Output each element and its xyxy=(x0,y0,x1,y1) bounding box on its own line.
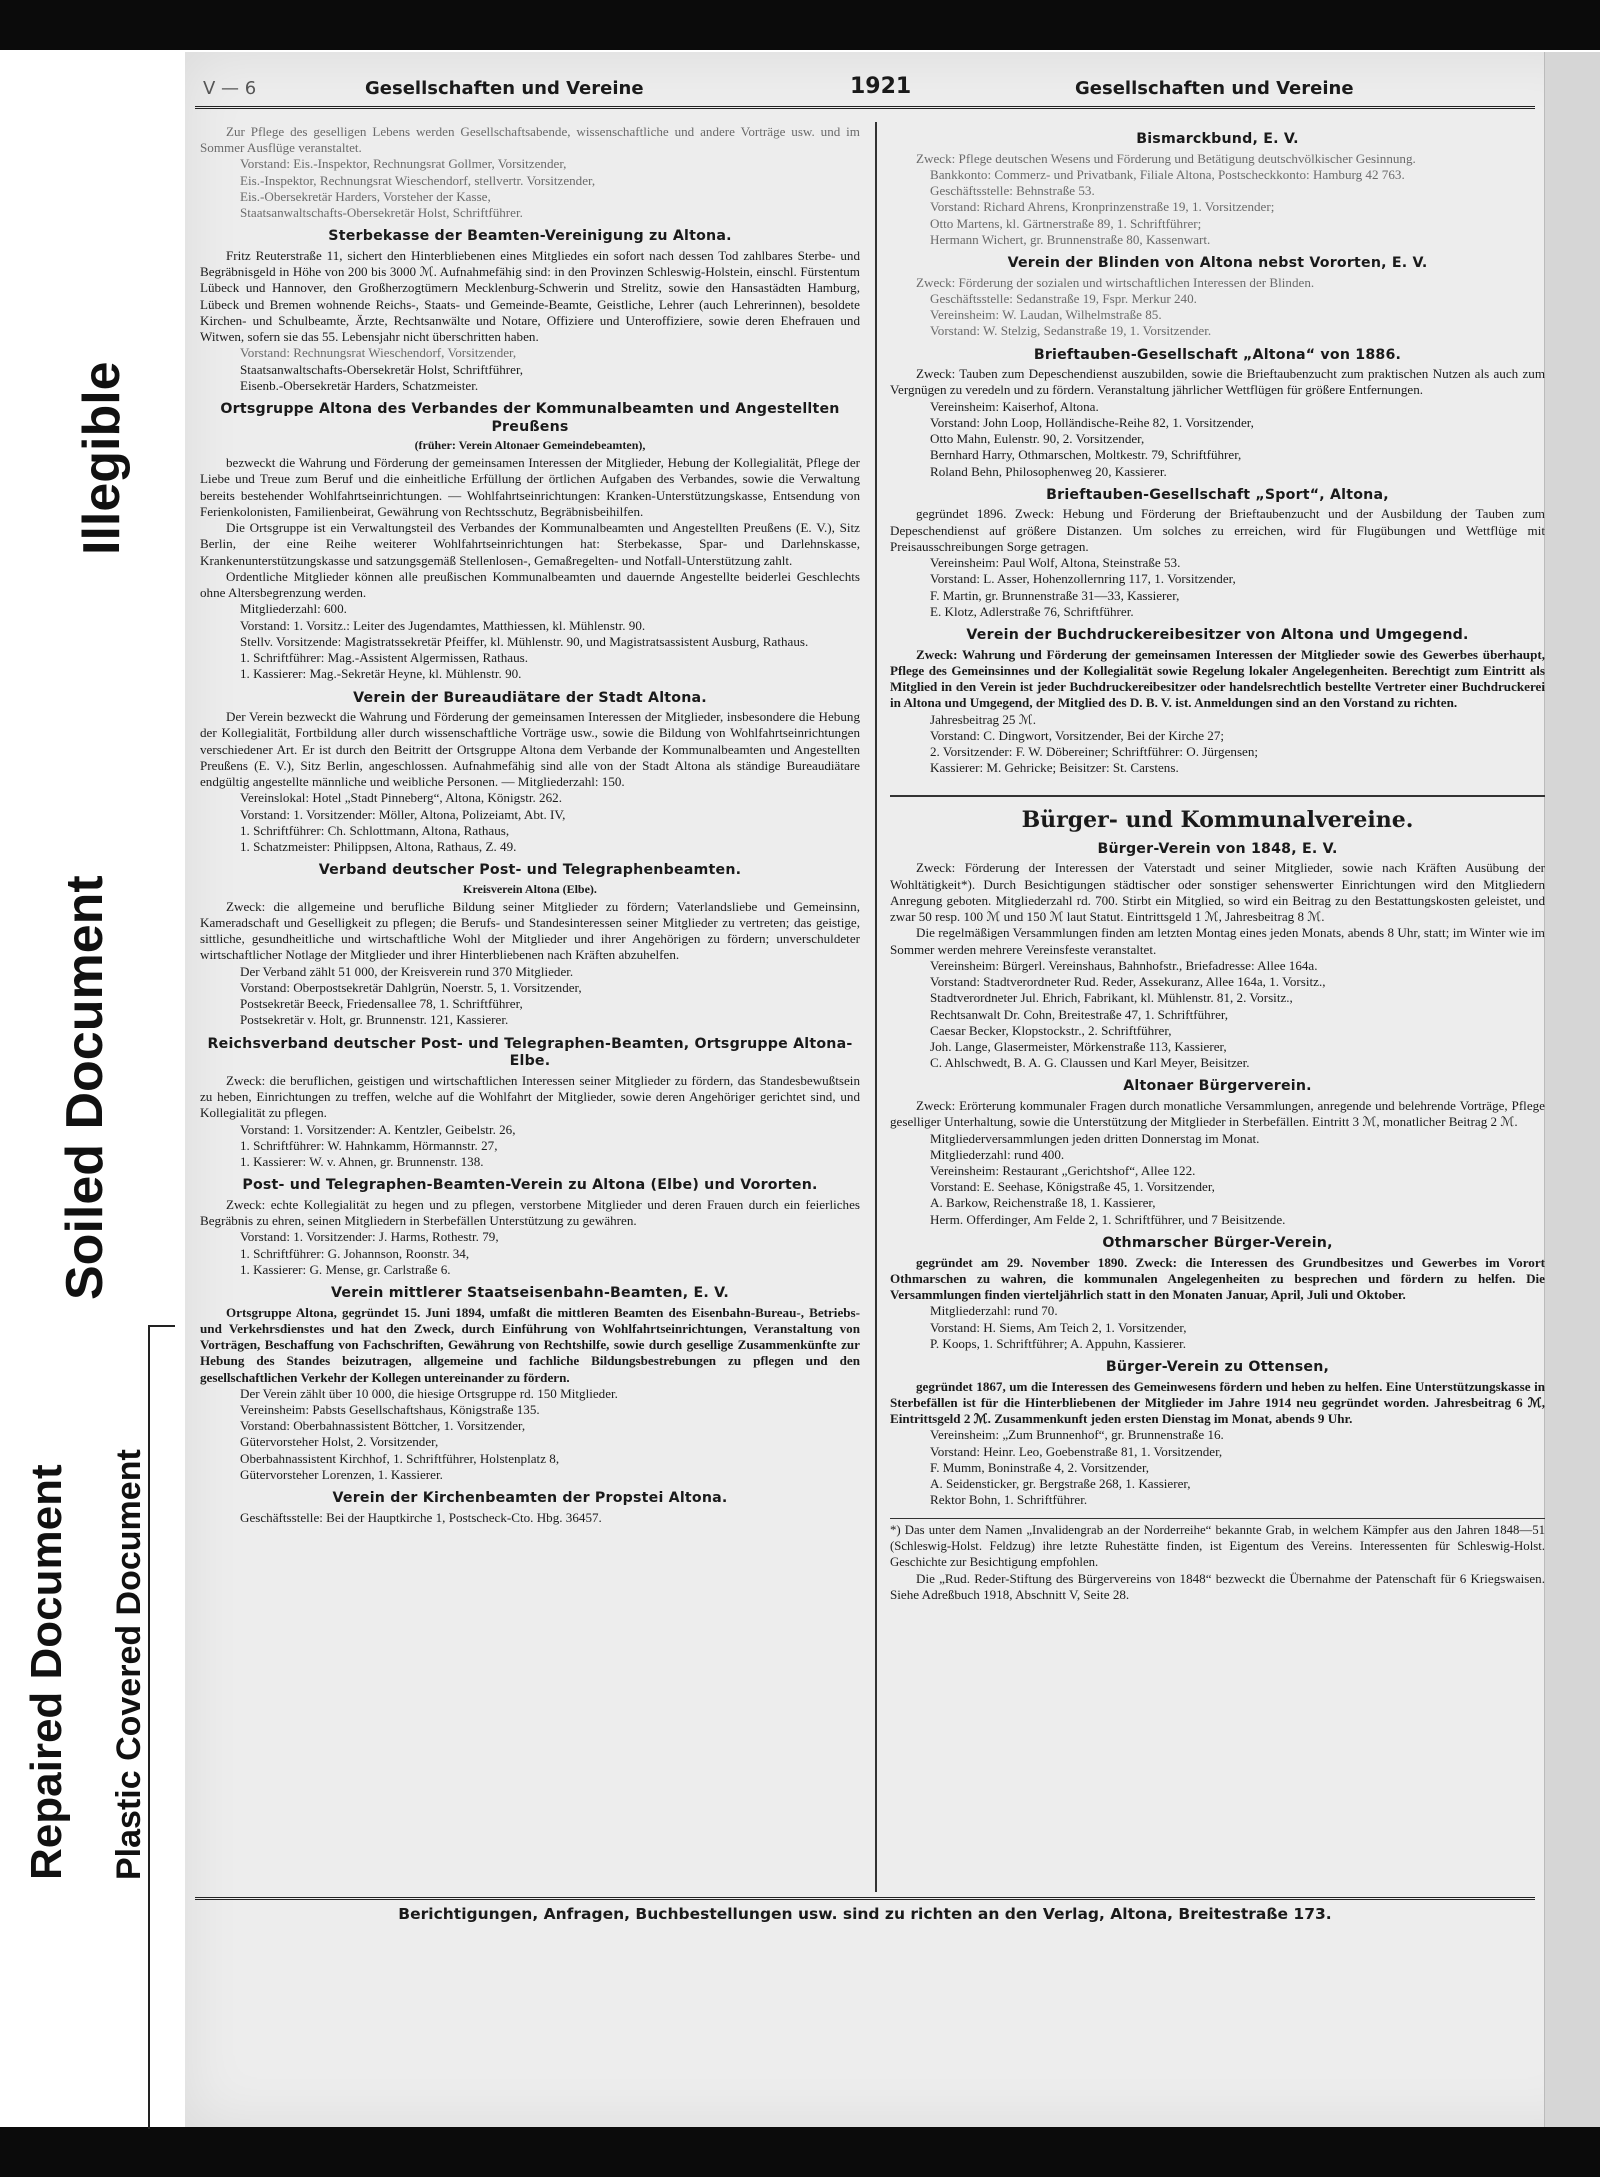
left-detail-line: Postsekretär v. Holt, gr. Brunnenstr. 121, Kassierer. xyxy=(240,1012,509,1028)
left-detail-line: Postsekretär Beeck, Friedensallee 78, 1. Schriftführer, xyxy=(240,996,523,1012)
right-detail-line: Rektor Bohn, 1. Schriftführer. xyxy=(930,1492,1088,1508)
right-section-heading: Othmarscher Bürger-Verein, xyxy=(1102,1234,1333,1251)
left-paragraph: bezweckt die Wahrung und Förderung der gemeinsamen Interessen der Mitglieder, Hebung der Kollegialität, Pflege der Liebe und Treue zum Beruf und die einheitliche Erfüllung der örtlichen Aufgaben des Verbandes, sowie die Verwaltung bereits bestehender Wohlfahrtseinrichtungen. — Wohlfahrtseinrichtungen: Kranken-Unterstützungskasse, Entsendung von Ferienkolonisten, Familienbeirat, Gewährung von Rechtsschutz, Begräbnisbeihilfen. xyxy=(200,455,860,519)
right-footnote: *) Das unter dem Namen „Invalidengrab an der Norderreihe“ bekannte Grab, in welchem Kämpfer aus den Jahren 1848—51 (Schleswig-Holst. Feldzug) ihre letzte Ruhestätte finden, ist Eigentum des Vereins. Interessenten für Schleswig-Holst. Geschichte zur Besichtigung empfohlen. xyxy=(890,1518,1545,1571)
right-detail-line: 2. Vorsitzender: F. W. Döbereiner; Schriftführer: O. Jürgensen; xyxy=(930,744,1259,760)
left-detail-line: 1. Schriftführer: Ch. Schlottmann, Altona, Rathaus, xyxy=(240,822,510,838)
left-detail-line: 1. Schatzmeister: Philippsen, Altona, Rathaus, Z. 49. xyxy=(240,838,517,854)
left-detail-line: 1. Schriftführer: G. Johannson, Roonstr. 34, xyxy=(240,1245,470,1261)
column-divider xyxy=(875,122,877,1892)
right-detail-line: Otto Martens, kl. Gärtnerstraße 89, 1. Schriftführer; xyxy=(930,215,1202,231)
left-detail-line: 1. Kassierer: G. Mense, gr. Carlstraße 6. xyxy=(240,1261,451,1277)
right-detail-line: Vereinsheim: W. Laudan, Wilhelmstraße 85. xyxy=(930,307,1162,323)
left-detail-line: 1. Schriftführer: Mag.-Assistent Algermissen, Rathaus. xyxy=(240,650,529,666)
right-detail-line: Vorstand: H. Siems, Am Teich 2, 1. Vorsitzender, xyxy=(930,1319,1187,1335)
left-detail-line: Gütervorsteher Lorenzen, 1. Kassierer. xyxy=(240,1466,443,1482)
right-detail-line: Vereinsheim: „Zum Brunnenhof“, gr. Brunnenstraße 16. xyxy=(930,1427,1224,1443)
left-paragraph: Der Verein bezweckt die Wahrung und Förderung der gemeinsamen Interessen der Mitglieder, insbesondere die Hebung der Kollegialität, Fortbildung aller durch wissenschaftliche Vorträge usw., sowie die Bildung von Wohlfahrtseinrichtungen verschiedener Art. Er ist durch den Beitritt der Ortsgruppe Altona dem Verbande der Kommunalbeamten und Angestellten Preußens (E. V.), Sitz Berlin, angeschlossen. Aufnahmefähig sind alle von der Stadt Altona als ständige Bureaudiätare endgültig angestellte männliche und weibliche Personen. — Mitgliederzahl: 150. xyxy=(200,709,860,790)
left-paragraph: Ortsgruppe Altona, gegründet 15. Juni 1894, umfaßt die mittleren Beamten des Eisenbahn-Bureau-, Betriebs- und Verkehrsdienstes und hat den Zweck, durch Einführung von Wohlfahrtseinrichtungen, Veranstaltung von Vorträgen, Beschaffung von Fachschriften, Gewährung von Rechtshilfe, sowie durch gesellige Zusammenkünfte zur Hebung des Standes beizutragen, allgemeine und fachliche Bildungsbestrebungen zu pflegen und den gesellschaftlichen Verkehr der Kollegen untereinander zu fördern. xyxy=(200,1304,860,1385)
left-detail-line: Der Verband zählt 51 000, der Kreisverein rund 370 Mitglieder. xyxy=(240,963,574,979)
page-header xyxy=(195,72,1535,109)
right-paragraph: Zweck: Pflege deutschen Wesens und Förderung und Betätigung deutschvölkischer Gesinnung. xyxy=(916,150,1416,166)
right-section-heading: Bürger-Verein von 1848, E. V. xyxy=(1097,840,1338,857)
left-section-heading: Verein der Bureaudiätare der Stadt Altona. xyxy=(353,689,707,706)
left-detail-line: Vorstand: 1. Vorsitzender: A. Kentzler, Geibelstr. 26, xyxy=(240,1121,516,1137)
right-detail-line: Vereinsheim: Kaiserhof, Altona. xyxy=(930,398,1099,414)
left-section-heading: Post- und Telegraphen-Beamten-Verein zu Altona (Elbe) und Vororten. xyxy=(242,1177,818,1194)
right-section-heading: Brieftauben-Gesellschaft „Altona“ von 1886. xyxy=(1033,346,1402,363)
left-section-heading: Sterbekasse der Beamten-Vereinigung zu Altona. xyxy=(328,228,732,245)
right-detail-line: C. Ahlschwedt, B. A. G. Claussen und Karl Meyer, Beisitzer. xyxy=(930,1055,1250,1071)
right-detail-line: Bankkonto: Commerz- und Privatbank, Filiale Altona, Postscheckkonto: Hamburg 42 763. xyxy=(930,166,1405,182)
right-detail-line: Vereinsheim: Bürgerl. Vereinshaus, Bahnhofstr., Briefadresse: Allee 164a. xyxy=(930,957,1318,973)
left-paragraph: Zur Pflege des geselligen Lebens werden Gesellschaftsabende, wissenschaftliche und andere Vorträge usw. und im Sommer Ausflüge veranstaltet. xyxy=(200,124,860,156)
left-detail-line: Vorstand: 1. Vorsitz.: Leiter des Jugendamtes, Matthiessen, kl. Mühlenstr. 90. xyxy=(240,617,646,633)
left-detail-line: Vorstand: 1. Vorsitzender: Möller, Altona, Polizeiamt, Abt. IV, xyxy=(240,806,566,822)
right-detail-line: Kassierer: M. Gehricke; Beisitzer: St. Carstens. xyxy=(930,760,1179,776)
right-detail-line: E. Klotz, Adlerstraße 76, Schriftführer. xyxy=(930,603,1134,619)
left-detail-line: Vorstand: 1. Vorsitzender: J. Harms, Rothestr. 79, xyxy=(240,1229,499,1245)
right-detail-line: Rechtsanwalt Dr. Cohn, Breitestraße 47, 1. Schriftführer, xyxy=(930,1006,1229,1022)
right-detail-line: Vorstand: C. Dingwort, Vorsitzender, Bei der Kirche 27; xyxy=(930,727,1225,743)
right-column xyxy=(890,124,1545,1604)
repaired-document-label: Repaired Document xyxy=(22,1464,71,1880)
right-detail-line: Otto Mahn, Eulenstr. 90, 2. Vorsitzender, xyxy=(930,431,1145,447)
top-dark-strip xyxy=(0,0,1600,50)
right-detail-line: Vereinsheim: Restaurant „Gerichtshof“, Allee 122. xyxy=(930,1163,1196,1179)
left-section-subheading: (früher: Verein Altonaer Gemeindebeamten), xyxy=(414,438,646,453)
right-detail-line: Vereinsheim: Paul Wolf, Altona, Steinstraße 53. xyxy=(930,555,1181,571)
left-section-heading: Verband deutscher Post- und Telegraphenbeamten. xyxy=(318,862,742,879)
left-paragraph: Fritz Reuterstraße 11, sichert den Hinterbliebenen eines Mitgliedes ein sofort nach dessen Tod zahlbares Sterbe- und Begräbnisgeld in Höhe von 200 bis 3000 ℳ. Aufnahmefähig sind: in den Provinzen Schleswig-Holstein, einschl. Fürstentum Lübeck und Hannover, den Großherzogtümern Mecklenburg-Schwerin und Strelitz, sowie den Hansastädten Hamburg, Lübeck und Bremen wohnende Reichs-, Staats- und Gemeinde-Beamte, Geistliche, Lehrer (auch Lehrerinnen), besoldete Kirchen- und Schulbeamte, Ärzte, Rechtsanwälte und Notare, Offiziere und Unteroffiziere, sowie deren Ehefrauen und Witwen, sofern sie das 55. Lebensjahr nicht überschritten haben. xyxy=(200,248,860,345)
right-detail-line: Geschäftsstelle: Sedanstraße 19, Fspr. Merkur 240. xyxy=(930,290,1197,306)
publisher-footer: Berichtigungen, Anfragen, Buchbestellungen usw. sind zu richten an den Verlag, Altona, Breitestraße 173. xyxy=(398,1905,1332,1923)
right-detail-line: Vorstand: W. Stelzig, Sedanstraße 19, 1. Vorsitzender. xyxy=(930,323,1212,339)
left-paragraph: Ordentliche Mitglieder können alle preußischen Kommunalbeamten und dauernde Angestellte beiderlei Geschlechts ohne Altersbegrenzung werden. xyxy=(200,568,860,601)
right-section-heading: Altonaer Bürgerverein. xyxy=(1123,1078,1312,1095)
right-paragraph: Zweck: Wahrung und Förderung der gemeinsamen Interessen der Mitglieder sowie des Gewerbes überhaupt, Pflege des Gemeinsinnes und der Kollegialität sowie Regelung lokaler Angelegenheiten. Berechtigt zum Eintritt als Mitglied in den Verein ist jeder Buchdruckereibesitzer oder handelsrechtlich bestellte Vertreter einer Buchdruckerei in Altona und Umgegend, der Mitglied des D. B. V. ist. Anmeldungen sind an den Vorstand zu richten. xyxy=(890,646,1545,711)
left-detail-line: Vorstand: Rechnungsrat Wieschendorf, Vorsitzender, xyxy=(240,345,517,361)
left-detail-line: Oberbahnassistent Kirchhof, 1. Schriftführer, Holstenplatz 8, xyxy=(240,1450,560,1466)
year-heading: 1921 xyxy=(850,74,912,99)
right-section-heading: Bürger-Verein zu Ottensen, xyxy=(1105,1358,1330,1375)
right-detail-line: Geschäftsstelle: Behnstraße 53. xyxy=(930,183,1095,199)
running-head-left: Gesellschaften und Vereine xyxy=(365,78,644,99)
right-section-heading: Verein der Buchdruckereibesitzer von Altona und Umgegend. xyxy=(966,627,1469,644)
left-detail-line: Stellv. Vorsitzende: Magistratssekretär Pfeiffer, kl. Mühlenstr. 90, und Magistratsassistent Ausburg, Rathaus. xyxy=(240,633,809,649)
left-paragraph: Zweck: echte Kollegialität zu hegen und zu pflegen, verstorbene Mitglieder und deren Frauen durch ein feierliches Begräbnis zu ehren, seinen Mitgliedern in Sterbefällen Unterstützung zu gewähren. xyxy=(200,1196,860,1229)
right-detail-line: F. Mumm, Boninstraße 4, 2. Vorsitzender, xyxy=(930,1459,1150,1475)
left-paragraph: Die Ortsgruppe ist ein Verwaltungsteil des Verbandes der Kommunalbeamten und Angestellten Preußens (E. V.), Sitz Berlin, der eine Reihe weiterer Wohlfahrtseinrichtungen hat: Sterbekasse, Spar- und Darlehnskasse, Krankenunterstützungskasse und satzungsgemäß Stellenlosen-, Gemaßregelten- und Notfall-Unterstützung zahlt. xyxy=(200,520,860,568)
left-section-subheading: Kreisverein Altona (Elbe). xyxy=(463,881,597,896)
left-detail-line: Eis.-Inspektor, Rechnungsrat Wieschendorf, stellvertr. Vorsitzender, xyxy=(240,172,596,188)
left-section-heading: Reichsverband deutscher Post- und Telegraphen-Beamten, Ortsgruppe Altona-Elbe. xyxy=(207,1035,853,1070)
right-paragraph: gegründet 1896. Zweck: Hebung und Förderung der Brieftaubenzucht und der Ausbildung der Tauben zum Depeschendienst auf größere Distanzen. Um solches zu erreichen, wird für Flugübungen und Wettflüge mit Preisausschreibungen Sorge getragen. xyxy=(890,506,1545,554)
left-section-heading: Verein mittlerer Staatseisenbahn-Beamten, E. V. xyxy=(330,1284,730,1301)
right-section-heading: Brieftauben-Gesellschaft „Sport“, Altona, xyxy=(1046,486,1389,503)
left-detail-line: Eis.-Obersekretär Harders, Vorsteher der Kasse, xyxy=(240,188,491,204)
right-paragraph: Die regelmäßigen Versammlungen finden am letzten Montag eines jeden Monats, abends 8 Uhr, statt; im Winter wie im Sommer werden mehrere Vereinsfeste veranstaltet. xyxy=(890,925,1545,957)
left-paragraph: Zweck: die allgemeine und berufliche Bildung seiner Mitglieder zu fördern; Vaterlandsliebe und Gemeinsinn, Kameradschaft und Geselligkeit zu pflegen; die Berufs- und Standesinteressen seiner Mitglieder zu vertreten; das geistige, sittliche, gesundheitliche und wirtschaftliche Wohl der Mitglieder und ihrer Angehörigen zu fördern; unverschuldeter wirtschaftlicher Notlage der Mitglieder und ihrer Hinterbliebenen nach Kräften abzuhelfen. xyxy=(200,898,860,963)
left-section-heading: Ortsgruppe Altona des Verbandes der Kommunalbeamten und Angestellten Preußens xyxy=(220,401,840,435)
right-detail-line: Joh. Lange, Glasermeister, Mörkenstraße 113, Kassierer, xyxy=(930,1039,1227,1054)
plastic-covered-document-label: Plastic Covered Document xyxy=(110,1449,148,1880)
right-detail-line: Vorstand: John Loop, Holländische-Reihe 82, 1. Vorsitzender, xyxy=(930,414,1254,430)
right-detail-line: Vorstand: Heinr. Leo, Goebenstraße 81, 1. Vorsitzender, xyxy=(930,1443,1223,1459)
soiled-document-label: Soiled Document xyxy=(56,875,114,1300)
right-section-heading: Bismarckbund, E. V. xyxy=(1136,131,1299,147)
right-detail-line: Mitgliederversammlungen jeden dritten Donnerstag im Monat. xyxy=(930,1130,1260,1146)
page-number: V — 6 xyxy=(203,78,257,99)
right-detail-line: Herm. Offerdinger, Am Felde 2, 1. Schriftführer, und 7 Beisitzende. xyxy=(930,1211,1286,1227)
label-bracket xyxy=(148,1325,175,2129)
right-detail-line: Hermann Wichert, gr. Brunnenstraße 80, Kassenwart. xyxy=(930,231,1211,247)
right-detail-line: Stadtverordneter Jul. Ehrich, Fabrikant, kl. Mühlenstr. 81, 2. Vorsitz., xyxy=(930,990,1293,1006)
right-detail-line: Jahresbeitrag 25 ℳ. xyxy=(930,711,1036,727)
right-detail-line: Caesar Becker, Klopstockstr., 2. Schriftführer, xyxy=(930,1022,1172,1038)
right-paragraph: gegründet am 29. November 1890. Zweck: die Interessen des Grundbesitzes und Gewerbes im Vorort Othmarschen zu wahren, die kommunalen Angelegenheiten zu besprechen und fördern zu helfen. Die Versammlungen finden vierteljährlich statt in den Monaten Januar, April, Juli und Oktober. xyxy=(890,1254,1545,1303)
right-detail-line: Vorstand: L. Asser, Hohenzollernring 117, 1. Vorsitzender, xyxy=(930,571,1236,587)
left-detail-line: Staatsanwaltschafts-Obersekretär Holst, Schriftführer. xyxy=(240,205,523,221)
left-detail-line: Vorstand: Oberbahnassistent Böttcher, 1. Vorsitzender, xyxy=(240,1418,526,1434)
right-paragraph: Zweck: Förderung der Interessen der Vaterstadt und seiner Mitglieder, sowie nach Kräften Ausübung der Wohltätigkeit*). Durch Besichtigungen städtischer oder sonstiger sehenswerter Einrichtungen wird den Mitgliedern Anregung geboten. Mitgliederzahl rd. 700. Stirbt ein Mitglied, so wird ein Beitrag zu den Bestattungskosten geleistet, und zwar 50 resp. 100 ℳ und 150 ℳ laut Statut. Eintrittsgeld 1 ℳ, Jahresbeitrag 8 ℳ. xyxy=(890,860,1545,925)
right-detail-line: Vorstand: E. Seehase, Königstraße 45, 1. Vorsitzender, xyxy=(930,1179,1215,1195)
running-head-right: Gesellschaften und Vereine xyxy=(1075,78,1354,99)
right-detail-line: F. Martin, gr. Brunnenstraße 31—33, Kassierer, xyxy=(930,587,1180,603)
left-detail-line: Eisenb.-Obersekretär Harders, Schatzmeister. xyxy=(240,377,479,393)
right-detail-line: A. Barkow, Reichenstraße 18, 1. Kassierer, xyxy=(930,1195,1156,1211)
bottom-dark-strip xyxy=(0,2127,1600,2177)
right-detail-line: Mitgliederzahl: rund 70. xyxy=(930,1303,1058,1319)
right-category-heading: Bürger- und Kommunalvereine. xyxy=(890,795,1545,834)
left-detail-line: Vereinsheim: Pabsts Gesellschaftshaus, Königstraße 135. xyxy=(240,1402,540,1417)
right-section-heading: Verein der Blinden von Altona nebst Vororten, E. V. xyxy=(1007,255,1428,272)
illegible-label: Illegible xyxy=(73,361,131,555)
left-column xyxy=(200,124,860,1526)
right-paragraph: Die „Rud. Reder-Stiftung des Bürgervereins von 1848“ bezweckt die Übernahme der Patenschaft für 6 Kriegswaisen. Siehe Adreßbuch 1918, Abschnitt V, Seite 28. xyxy=(890,1571,1545,1603)
left-detail-line: Geschäftsstelle: Bei der Hauptkirche 1, Postscheck-Cto. Hbg. 36457. xyxy=(240,1509,602,1525)
bottom-rule xyxy=(195,1897,1535,1900)
right-paragraph: Zweck: Förderung der sozialen und wirtschaftlichen Interessen der Blinden. xyxy=(916,274,1315,290)
left-detail-line: 1. Schriftführer: W. Hahnkamm, Hörmannstr. 27, xyxy=(240,1137,498,1153)
right-paragraph: Zweck: Tauben zum Depeschendienst auszubilden, sowie die Brieftaubenzucht zum praktischen Nutzen als auch zum Vergnügen zu veredeln und zu fördern. Veranstaltung jährlicher Wettflügen für größere Entfernungen. xyxy=(890,366,1545,398)
right-detail-line: P. Koops, 1. Schriftführer; A. Appuhn, Kassierer. xyxy=(930,1335,1187,1351)
right-detail-line: Roland Behn, Philosophenweg 20, Kassierer. xyxy=(930,463,1167,479)
left-section-heading: Verein der Kirchenbeamten der Propstei Altona. xyxy=(332,1490,728,1507)
left-detail-line: 1. Kassierer: W. v. Ahnen, gr. Brunnenstr. 138. xyxy=(240,1153,484,1169)
page-edge xyxy=(1544,52,1600,2127)
left-detail-line: Gütervorsteher Holst, 2. Vorsitzender, xyxy=(240,1434,439,1450)
left-detail-line: Mitgliederzahl: 600. xyxy=(240,601,347,617)
right-detail-line: Vorstand: Stadtverordneter Rud. Reder, Assekuranz, Allee 164a, 1. Vorsitz., xyxy=(930,974,1326,990)
right-detail-line: Bernhard Harry, Othmarschen, Moltkestr. 79, Schriftführer, xyxy=(930,447,1242,463)
left-detail-line: Der Verein zählt über 10 000, die hiesige Ortsgruppe rd. 150 Mitglieder. xyxy=(240,1385,618,1401)
left-detail-line: Vereinslokal: Hotel „Stadt Pinneberg“, Altona, Königstr. 262. xyxy=(240,790,562,806)
left-detail-line: 1. Kassierer: Mag.-Sekretär Heyne, kl. Mühlenstr. 90. xyxy=(240,666,522,682)
left-detail-line: Staatsanwaltschafts-Obersekretär Holst, Schriftführer, xyxy=(240,361,524,377)
right-detail-line: Vorstand: Richard Ahrens, Kronprinzenstraße 19, 1. Vorsitzender; xyxy=(930,199,1275,215)
right-detail-line: A. Seidensticker, gr. Bergstraße 268, 1. Kassierer, xyxy=(930,1475,1191,1491)
right-paragraph: gegründet 1867, um die Interessen des Gemeinwesens fördern und heben zu helfen. Eine Unterstützungskasse in Sterbefällen ist für die Hinterbliebenen der Mitglieder im Jahre 1914 neu gegründet worden. Jahresbeitrag 6 ℳ, Eintrittsgeld 2 ℳ. Zusammenkunft jeden ersten Dienstag im Monat, abends 9 Uhr. xyxy=(890,1378,1545,1427)
left-detail-line: Vorstand: Eis.-Inspektor, Rechnungsrat Gollmer, Vorsitzender, xyxy=(240,156,567,172)
left-detail-line: Vorstand: Oberpostsekretär Dahlgrün, Noerstr. 5, 1. Vorsitzender, xyxy=(240,979,582,995)
scanned-page xyxy=(185,52,1600,2127)
right-detail-line: Mitgliederzahl: rund 400. xyxy=(930,1146,1065,1162)
right-paragraph: Zweck: Erörterung kommunaler Fragen durch monatliche Versammlungen, anregende und belehrende Vorträge, Pflege geselliger Unterhaltung, sowie die Unterstützung der Mitglieder in Sterbefällen. Eintritt 3 ℳ, monatlicher Beitrag 2 ℳ. xyxy=(890,1098,1545,1130)
left-paragraph: Zweck: die beruflichen, geistigen und wirtschaftlichen Interessen seiner Mitglieder zu fördern, das Standesbewußtsein zu heben, Einrichtungen zu treffen, welche auf die Wohlfahrt der Mitglieder, sowie deren Angehöriger gerichtet sind, und Kollegialität zu pflegen. xyxy=(200,1072,860,1121)
